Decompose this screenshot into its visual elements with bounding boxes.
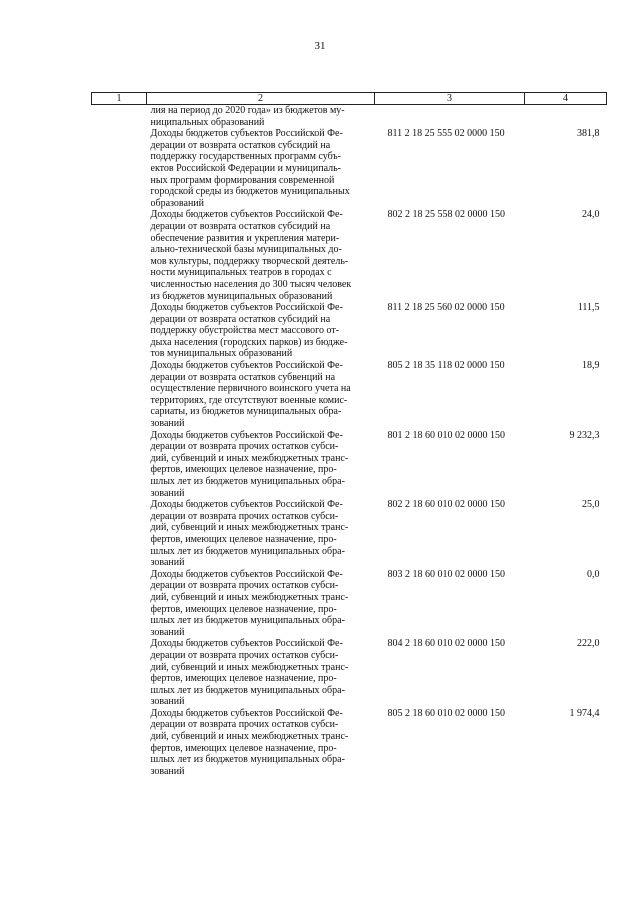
revenue-table — [91, 92, 607, 777]
description-cell — [147, 128, 375, 209]
description-line: фертов, имеющих целевое назначение, про- — [150, 603, 337, 615]
description-line: шлых лет из бюджетов муниципальных обра- — [150, 615, 345, 627]
amount-cell: 222,0 — [577, 638, 600, 650]
amount-cell: 0,0 — [587, 568, 600, 580]
header-col-3: 3 — [375, 93, 525, 105]
description-cell — [147, 360, 375, 430]
amount-cell — [525, 105, 607, 129]
description-line: зований — [150, 765, 185, 777]
description-line: ных программ формирования современной — [150, 174, 335, 186]
table-row — [92, 209, 607, 302]
row-number-cell — [92, 569, 147, 639]
description-line: дерации от возврата прочих остатков субси- — [150, 649, 339, 661]
table-row — [92, 708, 607, 778]
amount-cell: 25,0 — [582, 499, 600, 511]
description-line: Доходы бюджетов субъектов Российской Фе- — [150, 429, 343, 441]
description-line: Доходы бюджетов субъектов Российской Фе- — [150, 360, 343, 372]
row-number-cell — [92, 105, 147, 129]
table-row — [92, 360, 607, 430]
row-number-cell — [92, 708, 147, 778]
description-line: фертов, имеющих целевое назначение, про- — [150, 673, 337, 685]
budget-code-cell: 805 2 18 35 118 02 0000 150 — [387, 360, 505, 372]
amount-cell: 381,8 — [577, 128, 600, 140]
table-row — [92, 430, 607, 500]
description-line: дыха населения (городских парков) из бюдже- — [150, 336, 348, 348]
description-line: зований — [150, 487, 185, 499]
budget-code-cell: 801 2 18 60 010 02 0000 150 — [387, 429, 505, 441]
description-line: ектов Российской Федерации и муниципаль- — [150, 162, 341, 174]
description-line: ности муниципальных театров в городах с — [150, 267, 332, 279]
description-line: из бюджетов муниципальных образований — [150, 290, 333, 302]
description-line: Доходы бюджетов субъектов Российской Фе- — [150, 128, 343, 140]
description-line: зований — [150, 626, 185, 638]
header-row — [92, 93, 607, 105]
description-line: поддержку государственных программ субъ- — [150, 151, 342, 163]
budget-code-cell: 804 2 18 60 010 02 0000 150 — [387, 638, 505, 650]
description-line: ниципальных образований — [150, 116, 265, 128]
description-cell — [147, 430, 375, 500]
description-line: дерации от возврата прочих остатков субси- — [150, 719, 339, 731]
description-line: дий, субвенций и иных межбюджетных транс- — [150, 591, 349, 603]
amount-cell: 1 974,4 — [569, 707, 600, 719]
table-row — [92, 569, 607, 639]
description-line: Доходы бюджетов субъектов Российской Фе- — [150, 707, 343, 719]
description-cell — [147, 105, 375, 129]
amount-cell: 18,9 — [582, 360, 600, 372]
description-cell — [147, 708, 375, 778]
description-line: дерации от возврата остатков субсидий на — [150, 220, 331, 232]
description-line: дий, субвенций и иных межбюджетных транс- — [150, 731, 349, 743]
description-line: дерации от возврата прочих остатков субси- — [150, 441, 339, 453]
table-row — [92, 105, 607, 129]
description-line: дий, субвенций и иных межбюджетных транс- — [150, 452, 349, 464]
amount-cell: 24,0 — [582, 209, 600, 221]
budget-code-cell: 803 2 18 60 010 02 0000 150 — [387, 568, 505, 580]
table-row — [92, 128, 607, 209]
row-number-cell — [92, 360, 147, 430]
revenue-table-container — [91, 92, 606, 777]
budget-code-cell: 805 2 18 60 010 02 0000 150 — [387, 707, 505, 719]
description-line: фертов, имеющих целевое назначение, про- — [150, 533, 337, 545]
budget-code-cell: 802 2 18 60 010 02 0000 150 — [387, 499, 505, 511]
description-line: фертов, имеющих целевое назначение, про- — [150, 464, 337, 476]
header-col-1: 1 — [92, 93, 147, 105]
description-cell — [147, 302, 375, 360]
description-line: дерации от возврата остатков субсидий на — [150, 313, 331, 325]
description-line: ально-технической базы муниципальных до- — [150, 244, 342, 256]
description-line: Доходы бюджетов субъектов Российской Фе- — [150, 302, 343, 314]
description-line: Доходы бюджетов субъектов Российской Фе- — [150, 568, 343, 580]
description-line: дий, субвенций и иных межбюджетных транс- — [150, 522, 349, 534]
budget-code-cell: 811 2 18 25 560 02 0000 150 — [387, 302, 505, 314]
description-line: мов культуры, поддержку творческой деятель- — [150, 255, 349, 267]
description-line: зований — [150, 557, 185, 569]
description-line: сариаты, из бюджетов муниципальных обра- — [150, 406, 342, 418]
table-row — [92, 638, 607, 708]
description-line: дерации от возврата остатков субвенций на — [150, 371, 336, 383]
description-cell — [147, 499, 375, 569]
description-cell — [147, 569, 375, 639]
description-line: Доходы бюджетов субъектов Российской Фе- — [150, 209, 343, 221]
description-line: дерации от возврата прочих остатков субси- — [150, 510, 339, 522]
description-line: фертов, имеющих целевое назначение, про- — [150, 742, 337, 754]
description-line: городской среды из бюджетов муниципальных — [150, 186, 350, 198]
description-line: поддержку обустройства мест массового от- — [150, 325, 340, 337]
row-number-cell — [92, 499, 147, 569]
description-cell — [147, 638, 375, 708]
amount-cell: 9 232,3 — [569, 429, 600, 441]
description-line: шлых лет из бюджетов муниципальных обра- — [150, 545, 345, 557]
budget-code-cell: 802 2 18 25 558 02 0000 150 — [387, 209, 505, 221]
description-cell — [147, 209, 375, 302]
row-number-cell — [92, 302, 147, 360]
table-header — [92, 93, 607, 105]
description-line: дерации от возврата остатков субсидий на — [150, 139, 331, 151]
description-line: дерации от возврата прочих остатков субси- — [150, 580, 339, 592]
header-col-2: 2 — [147, 93, 375, 105]
description-line: численностью населения до 300 тысяч человек — [150, 278, 352, 290]
description-line: образований — [150, 197, 205, 209]
description-line: зований — [150, 418, 185, 430]
budget-code-cell: 811 2 18 25 555 02 0000 150 — [387, 128, 505, 140]
row-number-cell — [92, 638, 147, 708]
description-line: территориях, где отсутствуют военные комис- — [150, 394, 348, 406]
table-body — [92, 105, 607, 778]
description-line: шлых лет из бюджетов муниципальных обра- — [150, 476, 345, 487]
table-row — [92, 499, 607, 569]
description-line: осуществление первичного воинского учета на — [150, 383, 351, 395]
page-number: 31 — [314, 40, 326, 52]
table-row — [92, 302, 607, 360]
row-number-cell — [92, 430, 147, 500]
description-line: зований — [150, 696, 185, 708]
description-line: тов муниципальных образований — [150, 348, 293, 360]
row-number-cell — [92, 128, 147, 209]
budget-code-cell — [375, 105, 525, 129]
amount-cell: 111,5 — [577, 302, 600, 314]
description-line: обеспечение развития и укрепления матери- — [150, 232, 340, 244]
description-line: лия на период до 2020 года» из бюджетов му- — [150, 105, 345, 116]
description-line: Доходы бюджетов субъектов Российской Фе- — [150, 499, 343, 511]
description-line: дий, субвенций и иных межбюджетных транс- — [150, 661, 349, 673]
row-number-cell — [92, 209, 147, 302]
description-line: Доходы бюджетов субъектов Российской Фе- — [150, 638, 343, 650]
description-line: шлых лет из бюджетов муниципальных обра- — [150, 754, 345, 766]
description-line: шлых лет из бюджетов муниципальных обра- — [150, 684, 345, 696]
header-col-4: 4 — [525, 93, 607, 105]
